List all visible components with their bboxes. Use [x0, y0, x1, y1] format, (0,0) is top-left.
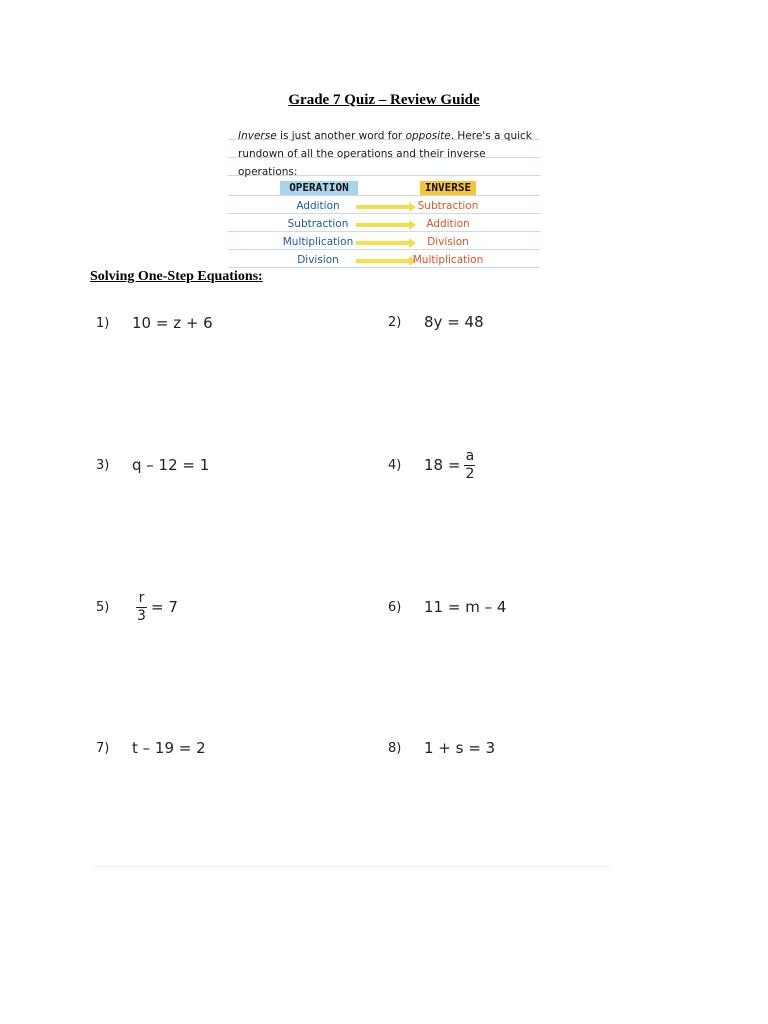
intro-end: . Here's a quick rundown of all the operations and their inverse operations: — [238, 130, 532, 178]
fraction-numerator: r — [138, 589, 145, 606]
page-title: Grade 7 Quiz – Review Guide — [288, 92, 480, 108]
intro-word-inverse: Inverse — [238, 130, 277, 142]
equation: 8y = 48 — [424, 313, 484, 331]
equation: t – 19 = 2 — [132, 739, 206, 757]
intro-mid: is just another word for — [276, 130, 406, 142]
operation-header: OPERATION — [280, 181, 358, 195]
equation: q – 12 = 1 — [132, 456, 210, 474]
operation-row — [228, 218, 540, 234]
equation: 10 = z + 6 — [132, 314, 213, 332]
problem-number: 2) — [388, 314, 402, 330]
operation-label: Subtraction — [287, 218, 349, 230]
problem-6 — [388, 590, 506, 624]
fraction-denominator: 3 — [137, 607, 146, 624]
operation-row — [228, 254, 540, 270]
operation-label: Division — [297, 254, 339, 266]
fraction-numerator: a — [465, 447, 475, 464]
inverse-label: Addition — [426, 218, 470, 230]
problem-1 — [96, 306, 213, 340]
inverse-label: Subtraction — [417, 200, 479, 212]
problem-7 — [96, 731, 206, 765]
page-divider — [92, 866, 612, 867]
equation-rhs: = 7 — [151, 598, 178, 616]
problem-number: 6) — [388, 599, 402, 615]
problem-5 — [96, 590, 178, 624]
ruled-line — [228, 195, 540, 196]
problem-number: 7) — [96, 740, 110, 756]
problem-8 — [388, 731, 495, 765]
equation — [132, 591, 178, 624]
section-title: Solving One-Step Equations: — [90, 269, 263, 284]
operation-label: Addition — [296, 200, 340, 212]
fraction — [464, 449, 475, 482]
fraction-denominator: 2 — [465, 465, 475, 482]
equation: 11 = m – 4 — [424, 598, 507, 616]
fraction — [136, 591, 147, 624]
problem-4 — [388, 448, 479, 482]
operation-row — [228, 236, 540, 252]
inverse-operations-card — [228, 122, 540, 272]
operation-row — [228, 200, 540, 216]
inverse-intro-text — [238, 127, 538, 181]
problem-number: 5) — [96, 599, 110, 615]
equation-lhs: 18 = — [424, 456, 461, 474]
intro-word-opposite: opposite — [405, 130, 451, 142]
problem-number: 1) — [96, 315, 110, 331]
problem-number: 3) — [96, 457, 110, 473]
inverse-label: Division — [427, 236, 469, 248]
operation-label: Multiplication — [282, 236, 354, 248]
problem-number: 8) — [388, 740, 402, 756]
inverse-label: Multiplication — [412, 254, 484, 266]
equation: 1 + s = 3 — [424, 739, 496, 757]
inverse-header: INVERSE — [420, 181, 476, 195]
equation — [424, 449, 479, 482]
problem-number: 4) — [388, 457, 402, 473]
problem-2 — [388, 305, 484, 339]
problem-3 — [96, 448, 209, 482]
